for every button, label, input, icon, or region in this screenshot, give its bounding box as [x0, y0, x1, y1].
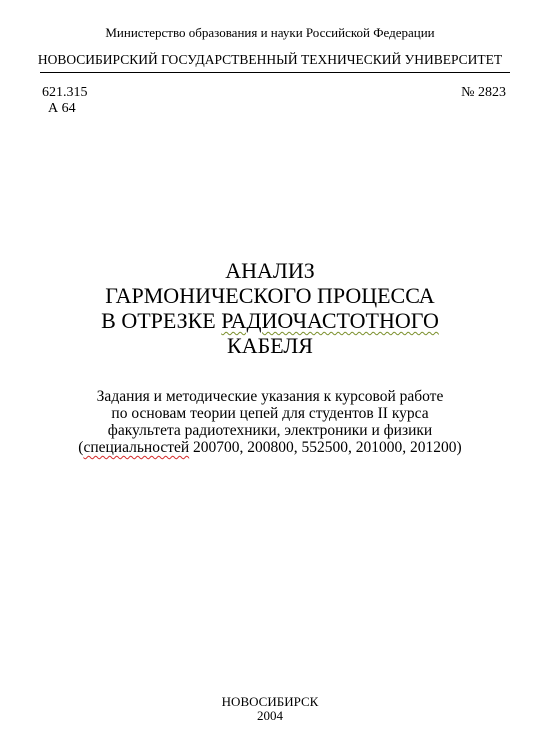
- publication-year: 2004: [257, 708, 283, 723]
- subtitle-line-1: Задания и методические указания к курсовой работе: [96, 388, 444, 405]
- title-line-3-marked-word: РАДИОЧАСТОТНОГО: [221, 308, 439, 333]
- header-divider: [40, 72, 510, 73]
- subtitle-line-4: [0, 439, 540, 456]
- udc-code: 621.315: [42, 85, 88, 100]
- publication-city: НОВОСИБИРСК: [221, 694, 319, 709]
- document-number: № 2823: [461, 85, 506, 100]
- subtitle-line-3: факультета радиотехники, электроники и физики: [107, 422, 433, 439]
- subtitle-line-4-marked-word: специальностей: [83, 439, 190, 456]
- document-title: [0, 258, 540, 358]
- title-line-3-prefix: В ОТРЕЗКЕ: [101, 308, 222, 333]
- title-line-2: ГАРМОНИЧЕСКОГО ПРОЦЕССА: [105, 283, 435, 308]
- title-line-3: [0, 308, 540, 333]
- subtitle-line-2: по основам теории цепей для студентов II курса: [111, 405, 429, 422]
- subtitle-line-4-open: (: [78, 439, 84, 456]
- ministry-line: Министерство образования и науки Российской Федерации: [105, 25, 435, 40]
- title-line-1: АНАЛИЗ: [225, 258, 315, 283]
- document-subtitle: [0, 388, 540, 456]
- university-name: НОВОСИБИРСКИЙ ГОСУДАРСТВЕННЫЙ ТЕХНИЧЕСКИЙ УНИВЕРСИТЕТ: [37, 52, 503, 67]
- subtitle-line-4-rest: 200700, 200800, 552500, 201000, 201200): [189, 439, 462, 456]
- title-line-4: КАБЕЛЯ: [227, 333, 313, 358]
- library-code: А 64: [48, 101, 76, 116]
